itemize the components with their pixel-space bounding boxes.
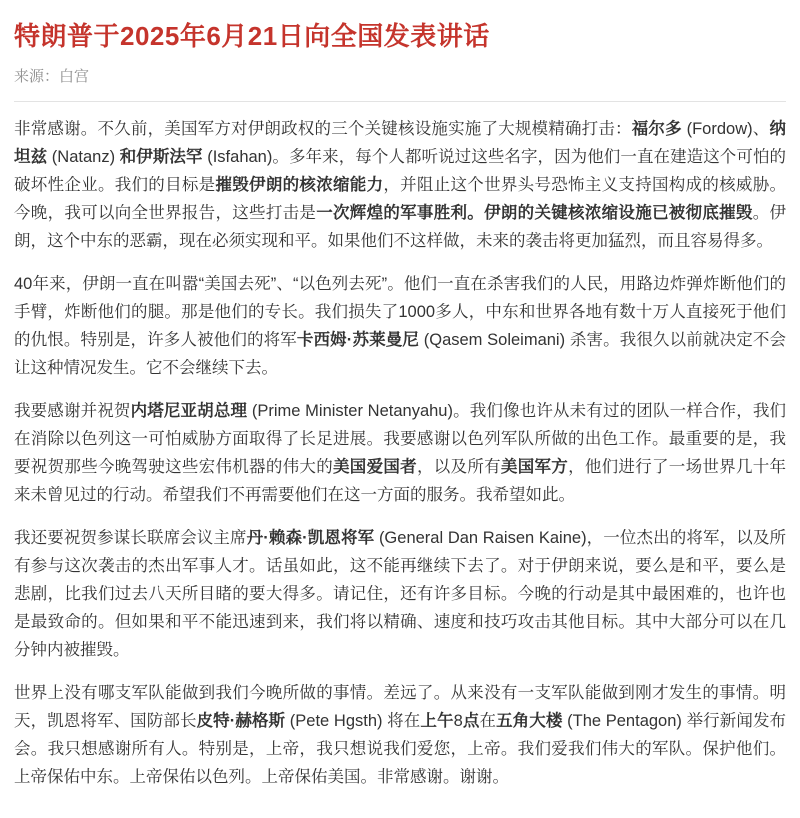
bold-text-run: 丹·赖森·凯恩将军 (246, 528, 375, 547)
paragraph-1 (14, 115, 786, 255)
text-run: (The Pentagon) 举行新闻发布会。我只想感谢所有人。特别是，上帝，我只想说我们爱您，上帝。我们爱我们伟大的军队。保护他们。上帝保佑中东。上帝保佑以色列。上帝保佑美国。非常感谢。谢谢。 (14, 711, 787, 786)
text-run: (Prime Minister Netanyahu)。我们像也许从未有过的团队一样合作，我们在消除以色列这一可怕威胁方面取得了长足进展。我要感谢以色列军队所做的出色工作。最重要的是，我要祝贺那些今晚驾驶这些宏伟机器的伟大的 (14, 401, 786, 476)
bold-text-run: 点 (462, 711, 480, 730)
article-body (14, 115, 786, 791)
text-run: 世界上没有哪支军队能做到我们今晚所做的事情。差远了。从来没有一支军队能做到刚才发生的事情。明天，凯恩将军、国防部长 (14, 683, 786, 730)
text-run: 非常感谢。不久前，美国军方对伊朗政权的三个关键核设施实施了大规模精确打击： (14, 119, 632, 138)
text-run: 8 (453, 711, 463, 730)
bold-text-run: 内塔尼亚胡总理 (130, 401, 248, 420)
bold-text-run: 福尔多 (631, 119, 682, 138)
text-run: (Pete Hgsth) 将在 (285, 711, 421, 730)
paragraph-5 (14, 679, 786, 791)
paragraph-3 (14, 397, 786, 509)
paragraph-2 (14, 270, 786, 382)
text-run: 我要感谢并祝贺 (14, 401, 131, 420)
text-run: 在 (479, 711, 497, 730)
text-run: (General Dan Raisen Kaine)，一位杰出的将军，以及所有参与这次袭击的杰出军事人才。话虽如此，这不能再继续下去了。对于伊朗来说，要么是和平，要么是悲剧，比我们过去八天所目睹的要大得多。请记住，还有许多目标。今晚的行动是其中最困难的，也许也是最致命的。但如果和平不能迅速到来，我们将以精确、速度和技巧攻击其他目标。其中大部分可以在几分钟内被摧毁。 (14, 528, 786, 659)
text-run: ，以及所有 (416, 457, 501, 476)
bold-text-run: 和伊斯法罕 (119, 147, 203, 166)
text-run: (Natanz) (47, 147, 120, 166)
bold-text-run: 卡西姆·苏莱曼尼 (296, 330, 420, 349)
bold-text-run: 五角大楼 (496, 711, 563, 730)
text-run: ，他们进行了一场世界几十年来未曾见过的行动。希望我们不再需要他们在这一方面的服务。我希望如此。 (14, 457, 787, 504)
bold-text-run: 上午 (420, 711, 454, 730)
bold-text-run: 美国军方 (500, 457, 569, 476)
source-line: 来源：白宫 (14, 67, 90, 85)
bold-text-run: 一次辉煌的军事胜利。伊朗的关键核浓缩设施已被彻底摧毁 (316, 203, 753, 222)
text-run: 。伊朗，这个中东的恶霸，现在必须实现和平。如果他们不这样做，未来的袭击将更加猛烈，而且容易得多。 (14, 203, 787, 250)
bold-text-run: 美国爱国者 (333, 457, 417, 476)
text-run: (Qasem Soleimani) 杀害。我很久以前就决定不会让这种情况发生。它不会继续下去。 (14, 330, 786, 377)
bold-text-run: 纳坦兹 (14, 119, 787, 166)
page-title: 特朗普于2025年6月21日向全国发表讲话 (14, 21, 490, 51)
text-run: ，并阻止这个世界头号恐怖主义支持国构成的核威胁。今晚，我可以向全世界报告，这些打击是 (14, 175, 787, 222)
bold-text-run: 皮特·赫格斯 (196, 711, 286, 730)
text-run: (Fordow)、 (681, 119, 770, 138)
text-run: 我还要祝贺参谋长联席会议主席 (14, 528, 247, 547)
text-run: (Isfahan)。多年来，每个人都听说过这些名字，因为他们一直在建造这个可怕的破坏性企业。我们的目标是 (14, 147, 787, 194)
divider (14, 101, 786, 102)
paragraph-4 (14, 524, 786, 664)
text-run: 40年来，伊朗一直在叫嚣“美国去死”、“以色列去死”。他们一直在杀害我们的人民，用路边炸弹炸断他们的手臂，炸断他们的腿。那是他们的专长。我们损失了1000多人，中东和世界各地有数十万人直接死于他们的仇恨。特别是，许多人被他们的将军 (14, 274, 786, 349)
bold-text-run: 摧毁伊朗的核浓缩能力 (215, 175, 384, 194)
